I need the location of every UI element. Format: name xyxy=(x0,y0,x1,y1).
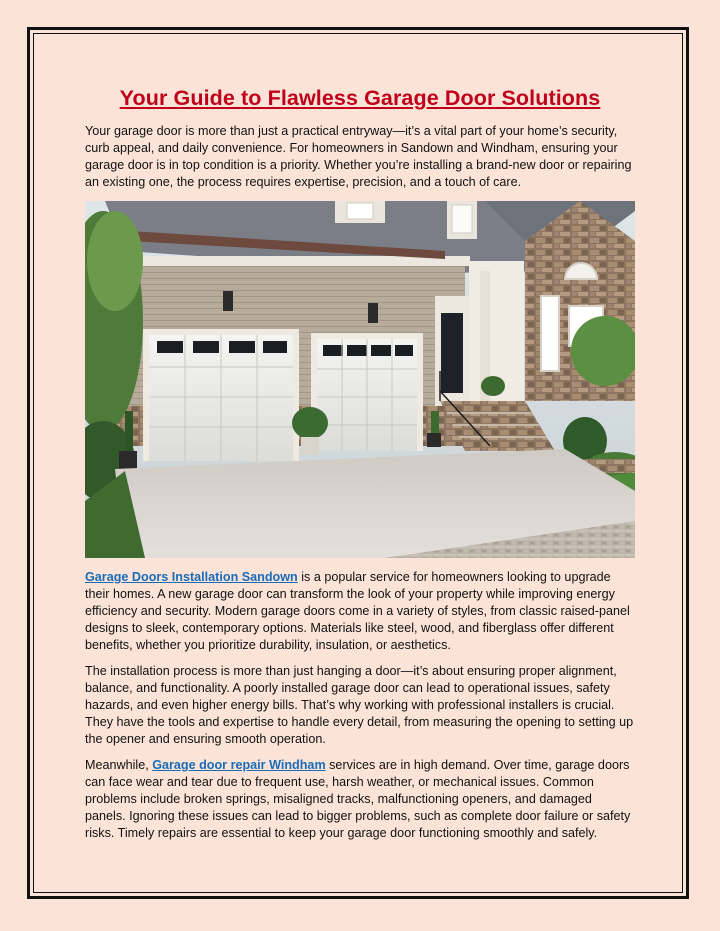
installation-paragraph-text: is a popular service for homeowners looking to upgrade their homes. A new garage door can transform the look of your property while improving energy efficiency and security. Modern garage doors come in a variety of styles, from classic raised-panel designs to sleek, contemporary options. Materials like steel, wood, and fiberglass offer different benefits, whether you prioritize durability, insulation, or aesthetics. xyxy=(85,570,630,652)
repair-windham-link[interactable]: Garage door repair Windham xyxy=(152,758,326,772)
process-paragraph: The installation process is more than just hanging a door—it’s about ensuring proper alignment, balance, and functionality. A poorly installed garage door can lead to operational issues, safety hazards, and even higher energy bills. That’s why working with professional installers is crucial. They have the tools and expertise to handle every detail, from measuring the opening to setting up the opener and ensuring smooth operation. xyxy=(85,664,634,746)
document-body xyxy=(85,86,635,851)
repair-paragraph-text: services are in high demand. Over time, garage doors can face wear and tear due to frequent use, harsh weather, or mechanical issues. Common problems include broken springs, misaligned tracks, malfunctioning openers, and damaged panels. Ignoring these issues can lead to bigger problems, such as complete door failure or safety risks. Timely repairs are essential to keep your garage door functioning smoothly and safely. xyxy=(85,758,631,840)
installation-paragraph xyxy=(85,569,635,654)
intro-paragraph: Your garage door is more than just a practical entryway—it’s a vital part of your home’s security, curb appeal, and daily convenience. For homeowners in Sandown and Windham, ensuring your garage door is in top condition is a priority. Whether you’re installing a brand-new door or repairing an existing one, the process requires expertise, precision, and a touch of care. xyxy=(85,124,632,189)
repair-paragraph-prefix: Meanwhile, xyxy=(85,758,153,772)
page-title: Your Guide to Flawless Garage Door Solutions xyxy=(119,86,601,110)
installation-sandown-link[interactable]: Garage Doors Installation Sandown xyxy=(85,570,298,584)
garage-house-photo xyxy=(85,201,635,558)
repair-paragraph xyxy=(85,757,635,842)
